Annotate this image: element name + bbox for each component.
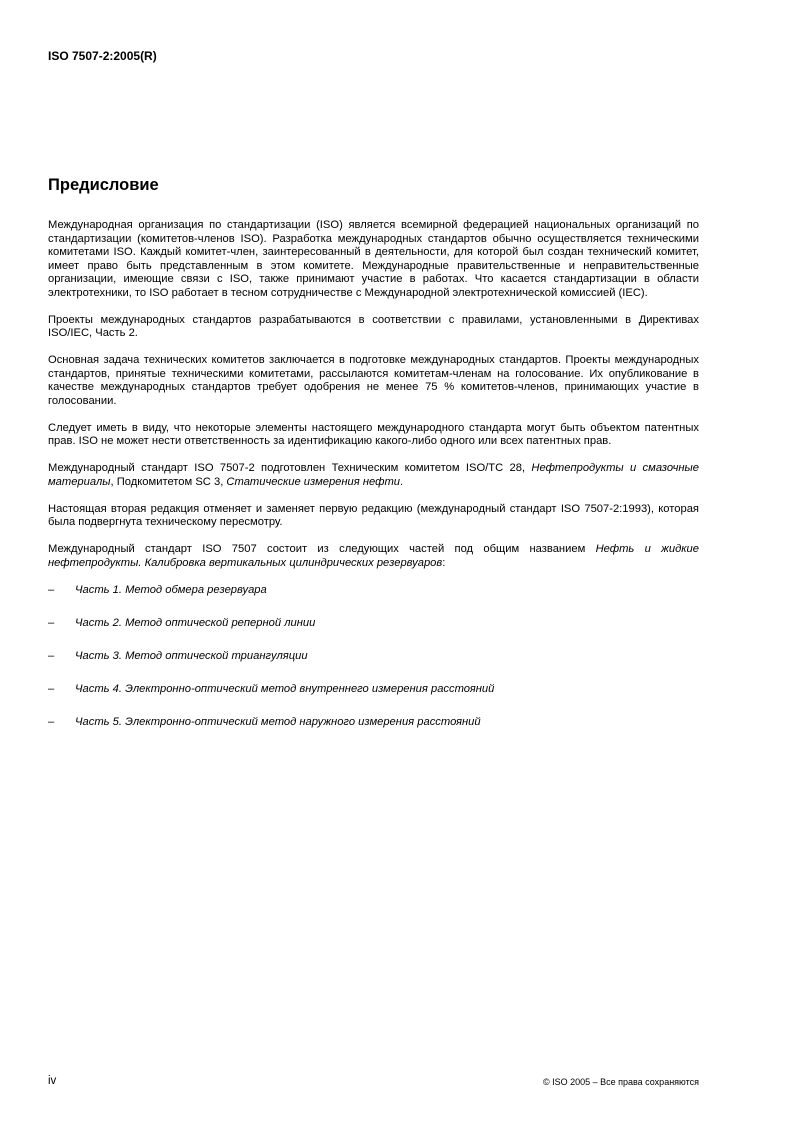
document-id: ISO 7507-2:2005(R) <box>48 49 157 63</box>
part-label: Часть 5. Электронно-оптический метод наружного измерения расстояний <box>75 715 481 728</box>
list-item <box>48 584 699 598</box>
list-dash: – <box>48 616 55 629</box>
document-body <box>48 219 699 749</box>
list-dash: – <box>48 682 55 695</box>
list-item <box>48 650 699 664</box>
list-item <box>48 617 699 631</box>
paragraph-series-parts <box>48 543 699 570</box>
subcommittee-title: Статические измерения нефти <box>226 475 401 488</box>
paragraph-directives: Проекты международных стандартов разрабатываются в соответствии с правилами, установленными в Директивах ISO/IEC, Часть 2. <box>48 313 699 339</box>
prepared-by-mid: , Подкомитетом SC 3, <box>110 475 227 488</box>
technical-committee-title: Нефтепродукты и смазочные материалы <box>48 462 699 488</box>
series-title: Нефть и жидкие нефтепродукты. Калибровка вертикальных цилиндрических резервуаров <box>48 543 699 569</box>
paragraph-iso-description: Международная организация по стандартизации (ISO) является всемирной федерацией национальных организаций по стандартизации (комитетов-членов ISO). Разработка международных стандартов обычно осуществляется техническими комитетами ISO. Каждый комитет-член, заинтересованный в деятельности, для которой был создан технический комитет, имеет право быть представленным в этом комитете. Международные правительственные и неправительственные организации, имеющие связи с ISO, также принимают участие в работах. Что касается стандартизации в области электротехники, то ISO работает в тесном сотрудничестве с Международной электротехнической комиссией (IEC). <box>48 219 699 299</box>
paragraph-edition: Настоящая вторая редакция отменяет и заменяет первую редакцию (международный стандарт ISO 7507-2:1993), которая была подвергнута техническому пересмотру. <box>48 502 699 528</box>
part-label: Часть 1. Метод обмера резервуара <box>75 583 267 596</box>
series-intro-text: Международный стандарт ISO 7507 состоит из следующих частей под общим названием <box>48 543 596 555</box>
part-label: Часть 4. Электронно-оптический метод внутреннего измерения расстояний <box>75 682 495 695</box>
list-dash: – <box>48 715 55 728</box>
list-item <box>48 683 699 697</box>
copyright-notice: © ISO 2005 – Все права сохраняются <box>542 1077 699 1087</box>
page-title: Предисловие <box>48 176 159 194</box>
series-intro-end: : <box>442 556 446 569</box>
prepared-by-text: Международный стандарт ISO 7507-2 подготовлен Техническим комитетом ISO/TC 28, <box>48 462 532 474</box>
part-label: Часть 2. Метод оптической реперной линии <box>75 616 316 629</box>
part-label: Часть 3. Метод оптической триангуляции <box>75 649 308 662</box>
paragraph-prepared-by <box>48 462 699 489</box>
list-dash: – <box>48 583 55 596</box>
page-number: iv <box>48 1075 57 1087</box>
list-item <box>48 716 699 730</box>
prepared-by-end: . <box>400 475 404 488</box>
parts-list <box>48 584 699 730</box>
paragraph-patent-rights: Следует иметь в виду, что некоторые элементы настоящего международного стандарта могут быть объектом патентных прав. ISO не может нести ответственность за идентификацию какого-либо одного или всех патентных прав. <box>48 421 699 447</box>
list-dash: – <box>48 649 55 662</box>
paragraph-committee-task: Основная задача технических комитетов заключается в подготовке международных стандартов. Проекты международных стандартов, принятые техническими комитетами, рассылаются комитетам-членам на голосование. Их опубликование в качестве международных стандартов требует одобрения не менее 75 % комитетов-членов, принимающих участие в голосовании. <box>48 354 699 407</box>
